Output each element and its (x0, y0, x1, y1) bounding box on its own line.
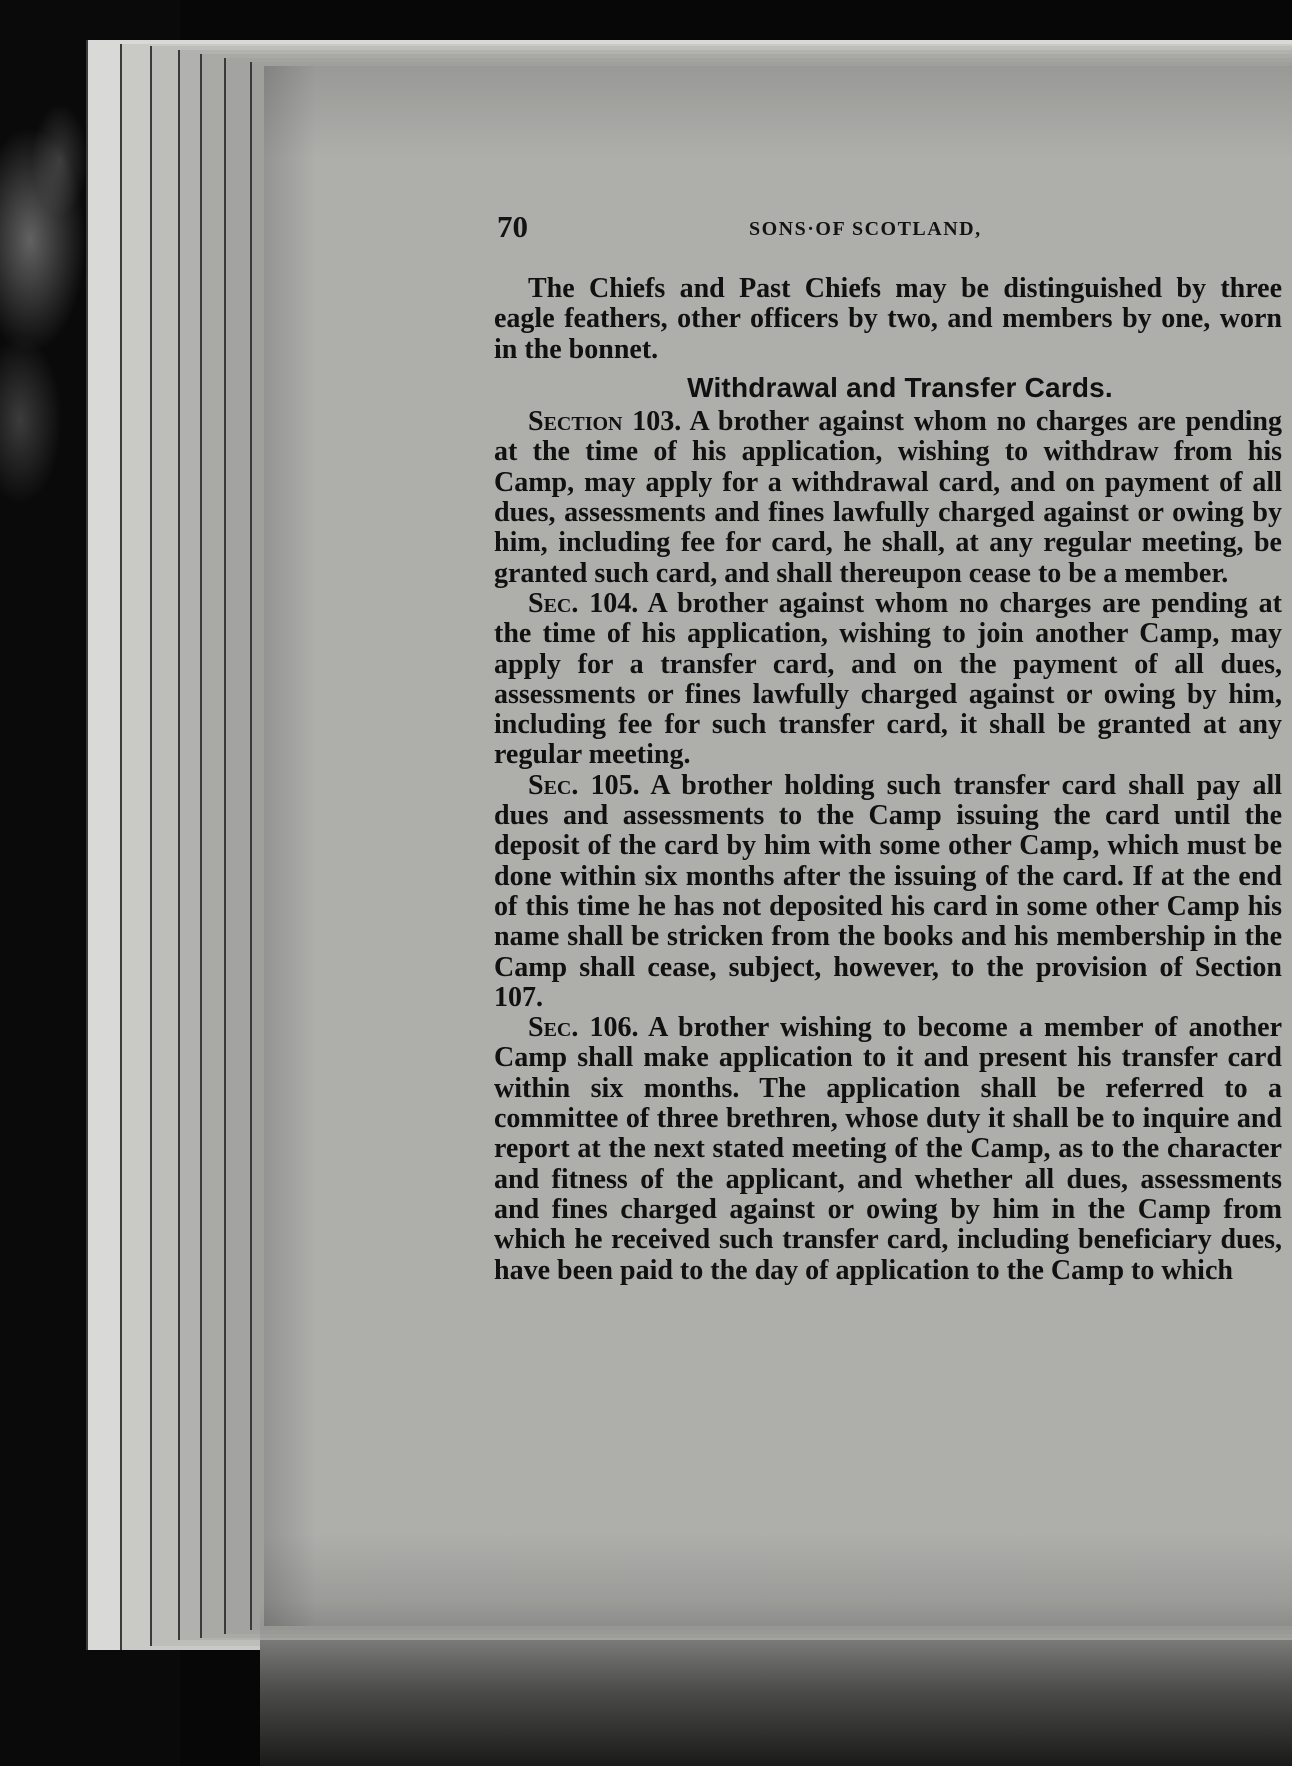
section-number: . 104. (571, 587, 639, 619)
section-number: . 105. (571, 769, 640, 801)
section-text: A brother against whom no charges are pending at the time of his application, wishing to join another Camp, may apply for a transfer card, and on the payment of all dues, assessments or fines lawfully charged against or owing by him, including fee for such transfer card, it shall be granted at any regular meeting. (494, 587, 1282, 771)
section-label: Sec (528, 587, 572, 619)
running-head: SONS·OF SCOTLAND, (749, 218, 982, 240)
section-number: . 106. (571, 1012, 639, 1044)
page-header (497, 209, 1277, 249)
page-number: 70 (497, 209, 528, 244)
section-text: A brother wishing to become a member of another Camp shall make application to it and present his transfer card within six months. The application shall be referred to a committee of three brethren, whose duty it shall be to inquire and report at the next stated meeting of the Camp, as to the character and fitness of the applicant, and whether all dues, assessments and fines charged against or owing by him in the Camp from which he received such transfer card, including beneficiary dues, have been paid to the day of application to the Camp to which (494, 1012, 1283, 1286)
section-label: Sec (528, 1012, 572, 1044)
section-heading: Withdrawal and Transfer Cards. (687, 371, 1113, 403)
section-label: Section (528, 406, 623, 438)
page-bottom-shadow (260, 1640, 1292, 1766)
intro-paragraph: The Chiefs and Past Chiefs may be distinguished by three eagle feathers, other officers by two, and members by one, worn in the bonnet. (494, 273, 1282, 365)
page-body (494, 274, 1282, 1286)
section-104 (494, 589, 1282, 771)
page-shadow (260, 1600, 1292, 1640)
section-number: 103. (622, 406, 682, 438)
section-103 (494, 407, 1282, 589)
section-text: A brother holding such transfer card shall pay all dues and assessments to the Camp issuing the card until the deposit of the card by him with some other Camp, which must be done within six months after the issuing of the card. If at the end of this time he has not deposited his card in some other Camp his name shall be stricken from the books and his membership in the Camp shall cease, subject, however, to the provision of Section 107. (494, 769, 1282, 1013)
section-label: Sec (528, 769, 572, 801)
section-106 (494, 1013, 1282, 1286)
section-105 (494, 771, 1282, 1013)
section-text: A brother against whom no charges are pending at the time of his application, wishing to withdraw from his Camp, may apply for a withdrawal card, and on payment of all dues, assessments and fines lawfully charged against or owing by him, including fee for card, he shall, at any regular meeting, be granted such card, and shall thereupon cease to be a member. (494, 406, 1283, 589)
